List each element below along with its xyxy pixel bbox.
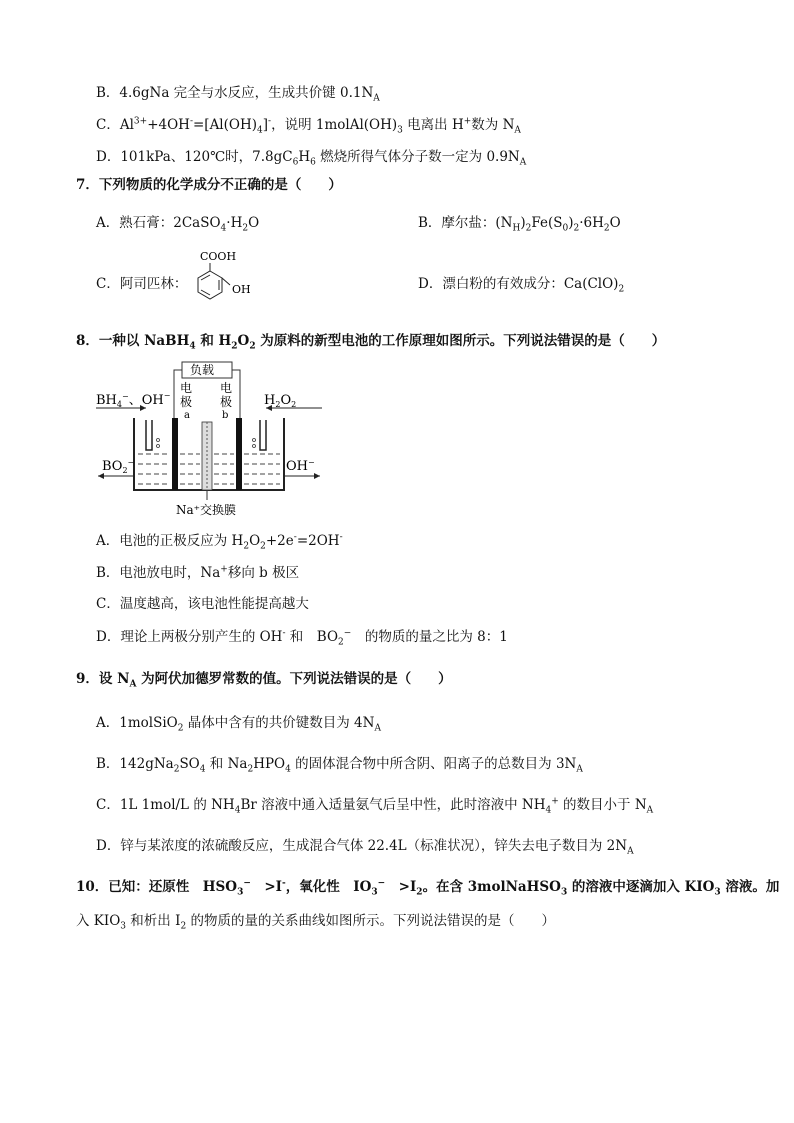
- cooh-label: COOH: [200, 250, 237, 263]
- q7-option-a: A．熟石膏：$2CaSO_4\cdot H_2O$: [96, 215, 260, 234]
- q9-stem: 9．设 $N_A$ 为阿伏加德罗常数的值。下列说法错误的是（ ）: [76, 671, 452, 690]
- q8-stem: 8．一种以 NaBH$_4$ 和 $H_2O_2$ 为原料的新型电池的工作原理如图所示。下列说法错误的是（ ）: [76, 333, 666, 352]
- q8-option-d: D．理论上两极分别产生的 OH- 和 $BO_2^-$ 的物质的量之比为 8：1: [96, 628, 508, 648]
- q8-option-b: B．电池放电时，Na+移向 b 极区: [96, 564, 300, 581]
- electrode-a-letter: a: [184, 410, 190, 421]
- electrode-b: [236, 418, 242, 490]
- q7-stem: 7．下列物质的化学成分不正确的是（ ）: [76, 177, 342, 193]
- q7-option-d: D．漂白粉的有效成分：$Ca(ClO)_2$: [418, 276, 625, 295]
- q6-option-d: D．101kPa、120℃时，$7.8gC_6H_6$ 燃烧所得气体分子数一定为 $0.9N_A$: [96, 149, 527, 168]
- q8-option-c: C．温度越高，该电池性能提高越大: [96, 596, 309, 612]
- electrode-b-label1: 电: [220, 381, 233, 395]
- outlet-right-label: OH−: [286, 458, 315, 474]
- inlet-left-label: $BH_4^-$、OH−: [96, 391, 171, 409]
- q9-option-c: C．1L 1mol/L 的 $NH_4Br$ 溶液中通入适量氨气后呈中性，此时溶液中 $NH_4^+$ 的数目小于 $N_A$: [96, 796, 654, 816]
- electrode-a-label2: 极: [180, 395, 193, 409]
- electrode-a: [172, 418, 178, 490]
- q10-stem-line1: 10．已知：还原性 $HSO_3^-$ >I-，氧化性 $IO_3^-$ $>I_2$。在含 3molNaHSO$_3$ 的溶液中逐滴加入 $KIO_3$ 溶液。加: [76, 878, 780, 898]
- load-label: 负载: [190, 363, 215, 377]
- q9-option-d: D．锌与某浓度的浓硫酸反应，生成混合气体 22.4L（标准状况），锌失去电子数目为 $2N_A$: [96, 838, 634, 857]
- battery-diagram: [94, 358, 324, 520]
- q9-option-b: B．$142gNa_2SO_4$ 和 $Na_2HPO_4$ 的固体混合物中所含阴、阳离子的总数目为 $3N_A$: [96, 756, 583, 775]
- q7-option-c: C．阿司匹林：: [96, 276, 188, 292]
- inlet-right-label: $H_2O_2$: [264, 393, 297, 409]
- outlet-left-label: $BO_2^-$: [102, 458, 135, 475]
- q10-stem-line2: 入 $KIO_3$ 和析出 $I_2$ 的物质的量的关系曲线如图所示。下列说法错误的是（ ）: [76, 913, 555, 932]
- membrane-label: Na⁺交换膜: [176, 503, 236, 517]
- q6-option-b: B．4.6gNa 完全与水反应，生成共价键 $0.1N_A$: [96, 85, 380, 104]
- q6-option-c: C．$Al^{3+}+4OH^-=[Al(OH)_4]^-$，说明 $1molAl(OH)_3$ 电离出 H+数为 $N_A$: [96, 116, 521, 136]
- electrode-a-label1: 电: [180, 381, 193, 395]
- oh-label: OH: [232, 283, 251, 296]
- q7-option-b: B．摩尔盐：$(N_H)_2Fe(S_0)_2\cdot 6H_2O$: [418, 215, 621, 234]
- electrode-b-label2: 极: [220, 395, 233, 409]
- q9-option-a: A．1molSiO$_2$ 晶体中含有的共价键数目为 $4N_A$: [96, 715, 381, 734]
- aspirin-structure: [186, 248, 266, 304]
- electrode-b-letter: b: [222, 410, 229, 421]
- q8-option-a: A．电池的正极反应为 $H_2O_2+2e^-=2OH^-$: [96, 532, 343, 552]
